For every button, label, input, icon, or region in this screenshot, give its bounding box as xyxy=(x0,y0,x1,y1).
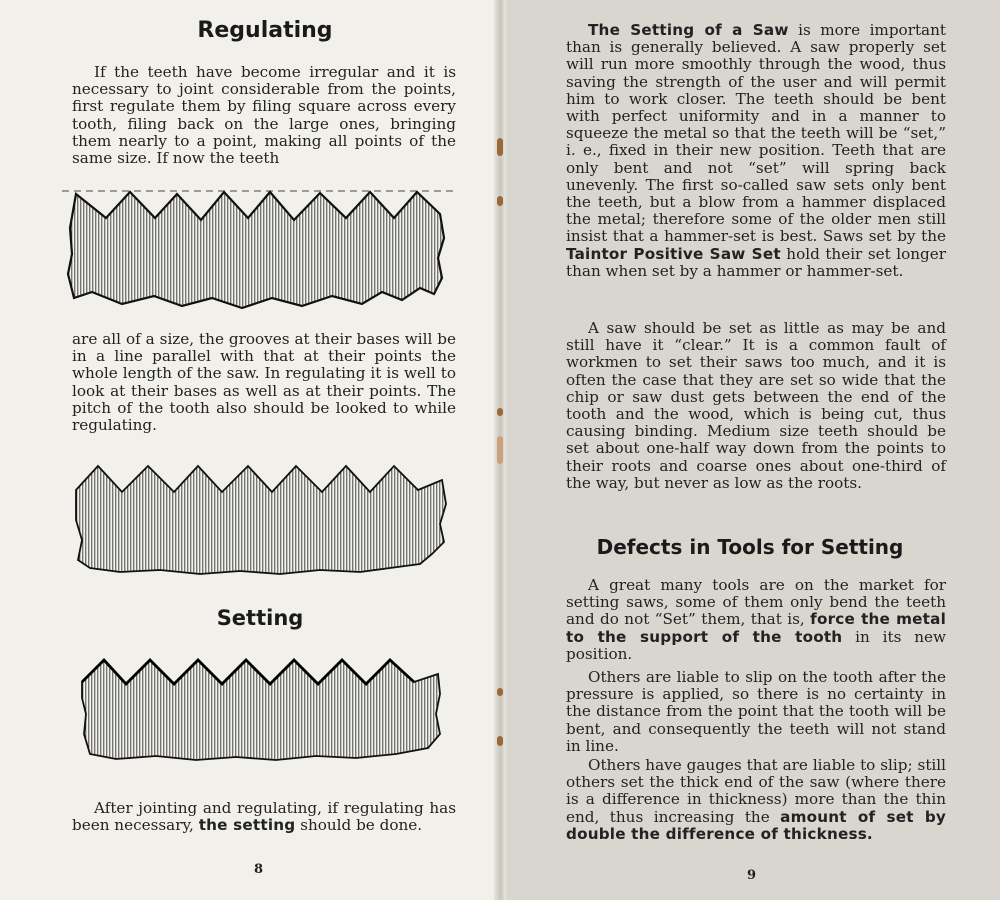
regulated-saw-teeth-illustration xyxy=(70,460,450,585)
text-setting-a: is more important than is generally believed. A saw properly set will run more smoothly through the wood, thus saving the strength of the user and will permit him to work closer. The teeth should be bent with perfect uniformity and in a manner to squeeze the metal so that the teeth will be “set,” i. e., fixed in their new position. Teeth that are only bent and not “set” will spring back unevenly. The first so-called saw sets only bent the teeth, but a blow from a hammer displaced the metal; therefore some of the older men still insist that a hammer-set is best. Saws set by the xyxy=(566,21,946,246)
paragraph-regulating-1: If the teeth have become irregular and it is necessary to joint considerable from the points, first regulate them by filing square across every tooth, filing back on the large ones, bringing them nearly to a point, making all points of the same size. If now the teeth xyxy=(72,63,456,168)
text-setting-b: hold their set longer than when set by a hammer or hammer-set. xyxy=(566,244,946,280)
page-number-right: 9 xyxy=(747,868,757,883)
paragraph-defects-2: Others are liable to slip on the tooth after the pressure is applied, so there is no certainty in the distance from the point that the tooth will be bent, and consequently the teeth will not stand in line. xyxy=(566,668,946,755)
setting-text-c: should be done. xyxy=(300,816,423,835)
heading-defects: Defects in Tools for Setting xyxy=(596,535,904,559)
bold-setting-of-saw: The Setting of a Saw xyxy=(588,21,789,39)
bold-amount-of-set: amount of set by double the difference of thickness. xyxy=(566,807,946,843)
page-number-left: 8 xyxy=(254,862,264,877)
text-defects-b: in its new position. xyxy=(566,627,946,663)
setting-text-a: After jointing and regulating, if regulating has been necessary, xyxy=(72,799,456,835)
paragraph-defects-3 xyxy=(566,757,946,843)
right-page xyxy=(500,0,1000,900)
text-gauges-a: Others have gauges that are liable to slip; still others set the thick end of the saw (where there is a difference in thickness) more than the thin end, thus increasing the xyxy=(566,756,946,826)
heading-setting: Setting xyxy=(216,606,304,630)
bold-force-metal: force the metal to the support of the tooth xyxy=(566,610,946,646)
heading-regulating: Regulating xyxy=(197,18,333,43)
text-defects-a: A great many tools are on the market for setting saws, some of them only bend the teeth and do not “Set” them, that is, xyxy=(566,576,946,629)
paragraph-setting-of-saw xyxy=(566,22,946,280)
paragraph-set-little: A saw should be set as little as may be and still have it “clear.” It is a common fault of workmen to set their saws too much, and it is often the case that they are set so wide that the chip or saw dust gets between the end of the tooth and the wood, which is being cut, thus causing binding. Medium size teeth should be set about one-half way down from the points to their roots and coarse ones about one-third of the way, but never as low as the roots. xyxy=(566,319,946,492)
paragraph-defects-1 xyxy=(566,577,946,663)
paragraph-regulating-2: are all of a size, the grooves at their bases will be in a line parallel with that at their points the whole length of the saw. In regulating it is well to look at their bases as well as at their points. The pitch of the tooth also should be looked to while regulating. xyxy=(72,330,456,435)
bold-taintor-saw-set: Taintor Positive Saw Set xyxy=(566,244,781,263)
irregular-saw-teeth-illustration xyxy=(62,178,457,313)
paragraph-setting xyxy=(72,800,456,834)
set-saw-teeth-illustration xyxy=(76,654,446,774)
setting-text-bold: the setting xyxy=(198,816,296,835)
